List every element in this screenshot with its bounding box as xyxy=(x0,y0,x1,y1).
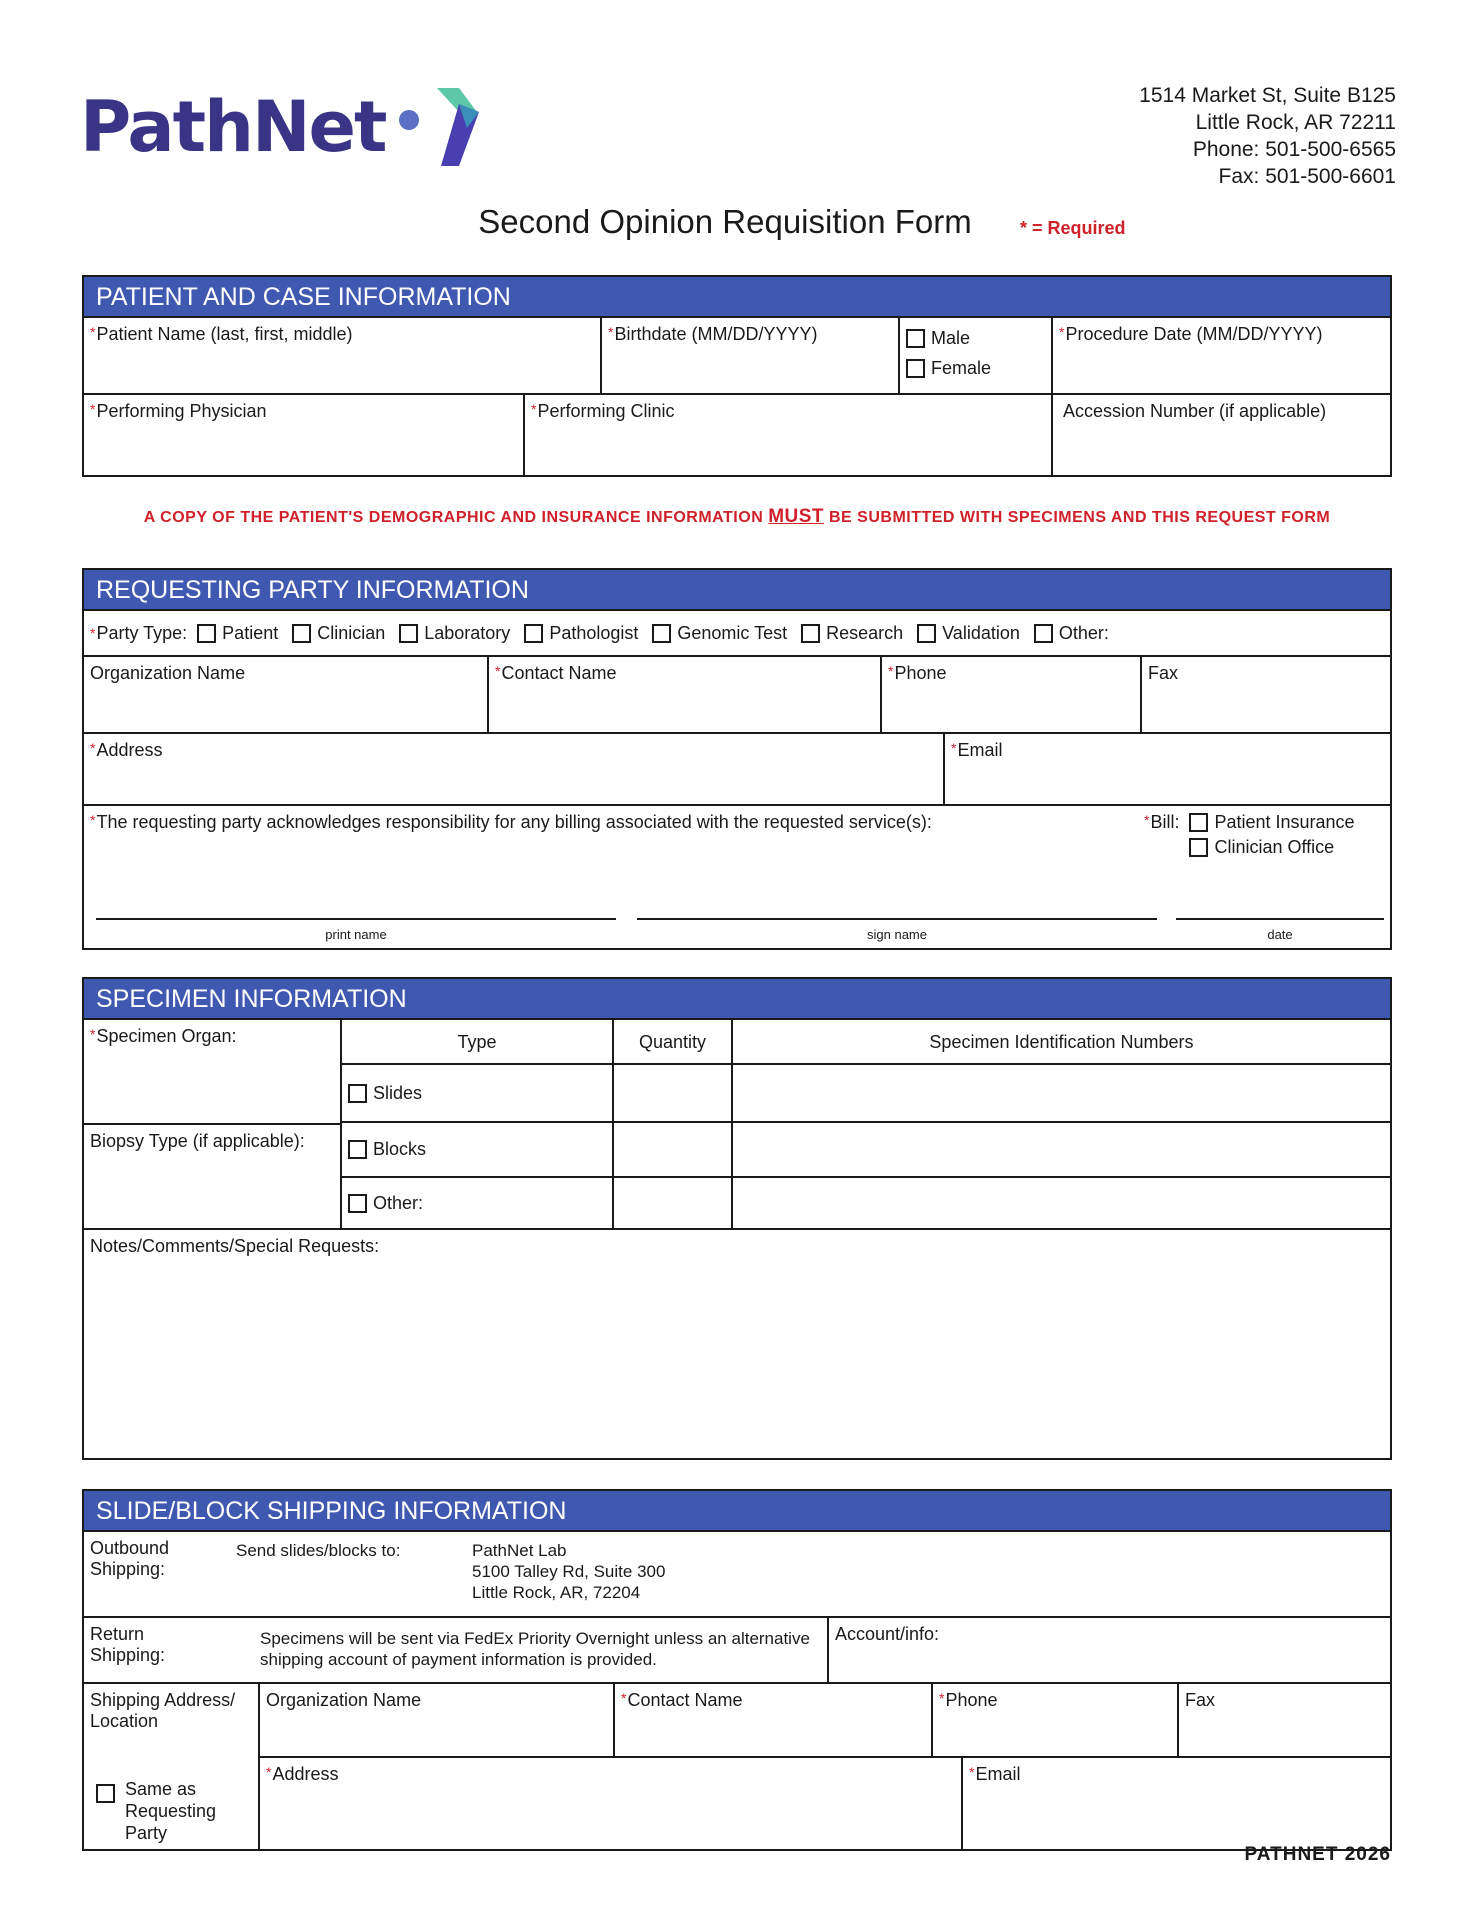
lab-line-1: 5100 Talley Rd, Suite 300 xyxy=(472,1562,666,1581)
specimen-organ-label: Specimen Organ: xyxy=(96,1026,237,1046)
blocks-quantity-field[interactable] xyxy=(614,1123,733,1176)
bill-patient-insurance-checkbox[interactable] xyxy=(1189,813,1208,832)
bill-options: * Bill: Patient Insurance Clinician Office xyxy=(1144,812,1369,862)
bill-option-label: Clinician Office xyxy=(1214,837,1335,857)
performing-physician-field[interactable]: *Performing Physician xyxy=(84,395,525,475)
outbound-label: Outbound Shipping: xyxy=(90,1538,170,1579)
account-info-label: Account/info: xyxy=(835,1624,940,1644)
return-shipping xyxy=(84,1618,829,1682)
quantity-column-header: Quantity xyxy=(614,1020,733,1063)
specimen-section xyxy=(82,977,1392,1460)
notice-text-before: A COPY OF THE PATIENT'S DEMOGRAPHIC AND INSURANCE INFORMATION xyxy=(143,509,764,526)
requesting-phone-label: Phone xyxy=(894,663,947,683)
lab-address xyxy=(472,1540,665,1603)
performing-physician-label: Performing Physician xyxy=(96,401,267,421)
same-as-requesting-checkbox[interactable] xyxy=(96,1784,115,1803)
slides-checkbox[interactable] xyxy=(348,1084,367,1103)
requesting-fax-label: Fax xyxy=(1148,663,1179,683)
requesting-phone-field[interactable]: *Phone xyxy=(882,657,1142,732)
shipping-section-header: SLIDE/BLOCK SHIPPING INFORMATION xyxy=(84,1491,1390,1532)
other-quantity-field[interactable] xyxy=(614,1178,733,1228)
shipping-fax-field[interactable] xyxy=(1179,1684,1390,1756)
shipping-address-field[interactable]: *Address xyxy=(260,1758,963,1849)
specimen-section-header: SPECIMEN INFORMATION xyxy=(84,979,1390,1020)
bill-option-label: Patient Insurance xyxy=(1214,812,1355,832)
shipping-address-location xyxy=(84,1684,260,1849)
billing-acknowledgement: *The requesting party acknowledges responsibility for any billing associated with the requested service(s): * Bill: Patient Insurance Clinician Office print name sign name date xyxy=(84,806,1390,948)
company-phone: Phone: 501-500-6565 xyxy=(1192,138,1396,161)
type-label: Other: xyxy=(373,1192,424,1213)
logo-wordmark: PathNet xyxy=(80,86,386,168)
requesting-party-section xyxy=(82,568,1392,950)
procedure-date-field[interactable]: *Procedure Date (MM/DD/YYYY) xyxy=(1059,324,1323,344)
type-label: Slides xyxy=(373,1082,423,1103)
return-label: Return Shipping: xyxy=(90,1624,166,1665)
requesting-address-label: Address xyxy=(96,740,163,760)
shipping-contact-label: Contact Name xyxy=(627,1690,743,1710)
company-address xyxy=(1139,82,1396,190)
print-name-line[interactable] xyxy=(96,918,616,920)
shipping-fax-label: Fax xyxy=(1185,1690,1216,1710)
shipping-contact-field[interactable]: *Contact Name xyxy=(615,1684,933,1756)
slides-quantity-field[interactable] xyxy=(614,1065,733,1121)
patient-name-label: Patient Name (last, first, middle) xyxy=(96,324,353,344)
shipping-address-label: Shipping Address/ Location xyxy=(90,1690,236,1731)
send-to-label: Send slides/blocks to: xyxy=(236,1541,401,1560)
sign-name-line[interactable] xyxy=(637,918,1157,920)
party-type-option: Other: xyxy=(1058,622,1109,643)
demographic-notice xyxy=(82,506,1392,528)
party-type-option: Patient xyxy=(222,622,279,643)
party-type-label: Party Type: xyxy=(96,622,188,643)
party-pathologist-checkbox[interactable] xyxy=(524,624,543,643)
requesting-organization-field[interactable] xyxy=(84,657,489,732)
patient-name-field[interactable]: *Patient Name (last, first, middle) xyxy=(84,318,602,393)
party-patient-checkbox[interactable] xyxy=(197,624,216,643)
sign-name-label: sign name xyxy=(867,927,927,942)
lab-line-2: Little Rock, AR, 72204 xyxy=(472,1583,641,1602)
notes-field[interactable] xyxy=(84,1230,1390,1458)
party-genomic-test-checkbox[interactable] xyxy=(652,624,671,643)
shipping-phone-label: Phone xyxy=(945,1690,998,1710)
bill-clinician-office-checkbox[interactable] xyxy=(1189,838,1208,857)
type-label: Blocks xyxy=(373,1139,427,1159)
requesting-contact-label: Contact Name xyxy=(501,663,617,683)
party-research-checkbox[interactable] xyxy=(801,624,820,643)
shipping-organization-field[interactable] xyxy=(260,1684,615,1756)
form-title: Second Opinion Requisition Form xyxy=(478,203,972,240)
date-label: date xyxy=(1267,927,1293,942)
birthdate-field[interactable]: *Birthdate (MM/DD/YYYY) xyxy=(602,318,900,393)
sex-field xyxy=(900,318,1053,393)
biopsy-type-label: Biopsy Type (if applicable): xyxy=(90,1131,305,1151)
shipping-phone-field[interactable]: *Phone xyxy=(933,1684,1179,1756)
shipping-organization-label: Organization Name xyxy=(266,1690,422,1710)
type-column-header: Type xyxy=(342,1020,614,1063)
party-validation-checkbox[interactable] xyxy=(917,624,936,643)
male-label: Male xyxy=(931,328,971,348)
patient-section-header: PATIENT AND CASE INFORMATION xyxy=(84,277,1390,318)
party-type-row: * Party Type: Patient Clinician Laboratory Pathologist Genomic Test Research Validation Other: xyxy=(90,622,1109,643)
patient-section xyxy=(82,275,1392,477)
shipping-section xyxy=(82,1489,1392,1851)
notice-must: MUST xyxy=(768,506,825,527)
footer-brand: PATHNET 2026 xyxy=(1244,1844,1391,1865)
other-type-checkbox[interactable] xyxy=(348,1194,367,1213)
same-as-label: Same as Requesting Party xyxy=(125,1779,217,1843)
bill-label: Bill: xyxy=(1150,812,1180,832)
blocks-ids-field[interactable] xyxy=(733,1123,1390,1176)
party-type-option: Pathologist xyxy=(549,622,639,643)
other-ids-field[interactable] xyxy=(733,1178,1390,1228)
performing-clinic-label: Performing Clinic xyxy=(537,401,675,421)
blocks-checkbox[interactable] xyxy=(348,1140,367,1159)
female-label: Female xyxy=(931,358,992,378)
pathnet-logo xyxy=(80,82,489,172)
shipping-email-field[interactable]: *Email xyxy=(969,1764,1021,1784)
return-text: Specimens will be sent via FedEx Priority Overnight unless an alternative shipping account of payment information is provided. xyxy=(260,1629,810,1669)
accession-number-label: Accession Number (if applicable) xyxy=(1063,401,1327,421)
requesting-email-label: Email xyxy=(957,740,1003,760)
shipping-email-label: Email xyxy=(975,1764,1021,1784)
male-checkbox[interactable] xyxy=(906,329,925,348)
requesting-section-header: REQUESTING PARTY INFORMATION xyxy=(84,570,1390,611)
print-name-label: print name xyxy=(325,927,387,942)
party-other-checkbox[interactable] xyxy=(1034,624,1053,643)
requesting-contact-field[interactable]: *Contact Name xyxy=(489,657,882,732)
party-laboratory-checkbox[interactable] xyxy=(399,624,418,643)
address-line-1: 1514 Market St, Suite B125 xyxy=(1139,84,1396,107)
pathnet-logo-mark-icon xyxy=(397,82,489,172)
female-checkbox[interactable] xyxy=(906,359,925,378)
table-row xyxy=(342,1065,1390,1123)
biopsy-type-field[interactable] xyxy=(84,1125,340,1228)
notice-text-after: BE SUBMITTED WITH SPECIMENS AND THIS REQUEST FORM xyxy=(828,509,1331,526)
address-line-2: Little Rock, AR 72211 xyxy=(1195,111,1396,134)
performing-clinic-field[interactable]: *Performing Clinic xyxy=(525,395,1053,475)
ids-column-header: Specimen Identification Numbers xyxy=(929,1032,1194,1052)
company-fax: Fax: 501-500-6601 xyxy=(1218,165,1396,188)
requesting-fax-field[interactable] xyxy=(1142,657,1390,732)
birthdate-label: Birthdate (MM/DD/YYYY) xyxy=(614,324,818,344)
party-type-option: Laboratory xyxy=(424,622,511,643)
outbound-shipping xyxy=(84,1532,1390,1616)
lab-name: PathNet Lab xyxy=(472,1541,567,1560)
acknowledgement-text: The requesting party acknowledges responsibility for any billing associated with the requested service(s): xyxy=(96,812,932,832)
shipping-address-field-label: Address xyxy=(272,1764,339,1784)
table-row xyxy=(342,1178,1390,1228)
date-line[interactable] xyxy=(1176,918,1384,920)
required-note: * = Required xyxy=(1020,218,1126,238)
procedure-date-label: Procedure Date (MM/DD/YYYY) xyxy=(1065,324,1323,344)
party-type-option: Clinician xyxy=(317,622,386,643)
requesting-email-field[interactable]: *Email xyxy=(951,740,1003,760)
party-type-option: Validation xyxy=(942,622,1020,643)
party-type-option: Genomic Test xyxy=(677,622,788,643)
requesting-address-field[interactable]: *Address xyxy=(84,734,945,804)
notes-label: Notes/Comments/Special Requests: xyxy=(90,1236,380,1256)
slides-ids-field[interactable] xyxy=(733,1065,1390,1121)
account-info-field[interactable] xyxy=(829,1618,1390,1682)
accession-number-field[interactable] xyxy=(1053,395,1390,475)
requesting-organization-label: Organization Name xyxy=(90,663,246,683)
party-type-option: Research xyxy=(826,622,904,643)
party-clinician-checkbox[interactable] xyxy=(292,624,311,643)
specimen-organ-field[interactable]: *Specimen Organ: xyxy=(84,1020,340,1125)
table-row xyxy=(342,1123,1390,1178)
